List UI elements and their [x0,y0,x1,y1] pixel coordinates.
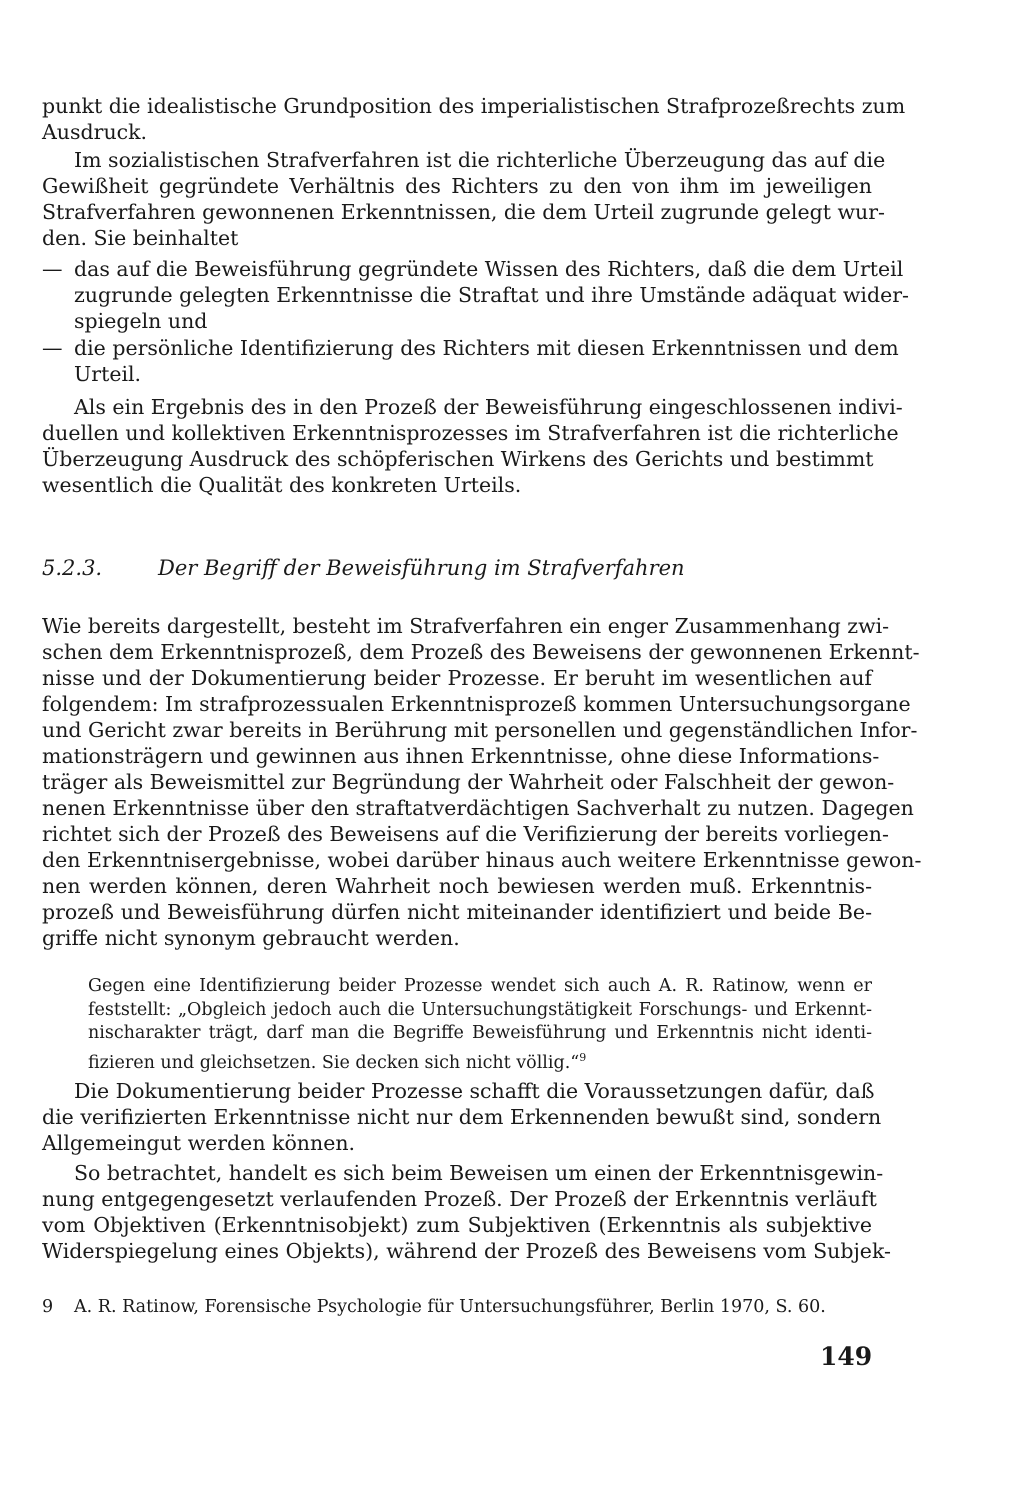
text-line: Gewißheit gegründete Verhältnis des Richters zu den von ihm im jeweiligen [42,174,872,198]
text-line: wesentlich die Qualität des konkreten Urteils. [42,473,522,497]
text-line: Im sozialistischen Strafverfahren ist die richterliche Überzeugung das auf die [74,148,886,172]
section-heading [42,556,872,586]
text-line: So betrachtet, handelt es sich beim Beweisen um einen der Erkenntnisgewin- [74,1161,884,1185]
text-line: Strafverfahren gewonnenen Erkenntnissen, die dem Urteil zugrunde gelegt wur- [42,200,885,224]
text-line: den. Sie beinhaltet [42,226,239,250]
text-line: träger als Beweismittel zur Begründung der Wahrheit oder Falschheit der gewon- [42,770,895,794]
text-line: mationsträgern und gewinnen aus ihnen Erkenntnisse, ohne diese Informations- [42,744,880,768]
text-line: den Erkenntnisergebnisse, wobei darüber hinaus auch weitere Erkenntnisse gewon- [42,848,922,872]
text-line: nen werden können, deren Wahrheit noch bewiesen werden muß. Erkenntnis- [42,874,872,898]
paragraph-dokumentierung [42,1078,882,1156]
bullet-item-line [42,335,899,361]
paragraph-zusammenhang [42,613,922,951]
text-line: nenen Erkenntnisse über den straftatverdächtigen Sachverhalt zu nutzen. Dagegen [42,796,914,820]
intro-paragraph [42,93,906,145]
dash-marker: — [42,257,63,281]
text-line: Überzeugung Ausdruck des schöpferischen Wirkens des Gerichts und bestimmt [42,447,874,471]
text-line: punkt die idealistische Grundposition des imperialistischen Strafprozeßrechts zum [42,94,906,118]
quote-line: feststellt: „Obgleich jedoch auch die Untersuchungstätigkeit Forschungs- und Erkennt- [88,999,872,1020]
text-line: die verifizierten Erkenntnisse nicht nur dem Erkennenden bewußt sind, sondern [42,1105,882,1129]
text-line: Widerspiegelung eines Objekts), während der Prozeß des Beweisens vom Subjek- [42,1239,891,1263]
footnote [42,1295,872,1319]
block-quote [88,975,872,1073]
footnote-text: A. R. Ratinow, Forensische Psychologie für Untersuchungsführer, Berlin 1970, S. 60. [74,1297,826,1317]
bullet-item-line: zugrunde gelegten Erkenntnisse die Straftat und ihre Umstände adäquat wider- [74,283,909,307]
section-title: Der Begriff der Beweisführung im Strafverfahren [158,556,685,580]
text-line: richtet sich der Prozeß des Beweisens auf die Verifizierung der bereits vorliegen- [42,822,889,846]
quote-text: fizieren und gleichsetzen. Sie decken sich nicht völlig.“ [88,1052,580,1073]
dash-marker: — [42,336,63,360]
text-line: die persönliche Identifizierung des Richters mit diesen Erkenntnissen und dem [74,336,899,360]
bullet-item-line: Urteil. [74,362,142,386]
text-line: vom Objektiven (Erkenntnisobjekt) zum Subjektiven (Erkenntnis als subjektive [42,1213,872,1237]
text-line: nisse und der Dokumentierung beider Prozesse. Er beruht im wesentlichen auf [42,666,872,690]
text-line: prozeß und Beweisführung dürfen nicht miteinander identifiziert und beide Be- [42,900,872,924]
text-line: Die Dokumentierung beider Prozesse schafft die Voraussetzungen dafür, daß [74,1079,875,1103]
footnote-reference: 9 [579,1050,587,1064]
page-number: 149 [820,1342,873,1371]
section-number: 5.2.3. [42,556,103,580]
text-line: Wie bereits dargestellt, besteht im Strafverfahren ein enger Zusammenhang zwi- [42,614,890,638]
bullet-list [42,256,909,387]
text-line: griffe nicht synonym gebraucht werden. [42,926,460,950]
text-line: Allgemeingut werden können. [42,1131,356,1155]
quote-line: Gegen eine Identifizierung beider Prozesse wendet sich auch A. R. Ratinow, wenn er [88,976,872,996]
bullet-item-line: spiegeln und [74,309,208,333]
book-page [42,0,922,1506]
bullet-item-line [42,256,904,282]
footnote-number: 9 [42,1297,54,1317]
text-line: und Gericht zwar bereits in Berührung mit personellen und gegenständlichen Infor- [42,718,918,742]
text-line: folgendem: Im strafprozessualen Erkenntnisprozeß kommen Untersuchungsorgane [42,692,911,716]
text-line: nung entgegengesetzt verlaufenden Prozeß. Der Prozeß der Erkenntnis verläuft [42,1187,877,1211]
text-line: schen dem Erkenntnisprozeß, dem Prozeß des Beweisens der gewonnenen Erkennt- [42,640,920,664]
text-line: duellen und kollektiven Erkenntnisprozesses im Strafverfahren ist die richterliche [42,421,899,445]
paragraph-ergebnis [42,394,903,498]
text-line: das auf die Beweisführung gegründete Wissen des Richters, daß die dem Urteil [74,257,904,281]
quote-line [88,1046,872,1073]
paragraph-richterliche-ueberzeugung [42,147,886,251]
text-line: Als ein Ergebnis des in den Prozeß der Beweisführung eingeschlossenen indivi- [74,395,903,419]
quote-line: nischarakter trägt, darf man die Begriffe Beweisführung und Erkenntnis nicht identi- [88,1023,872,1043]
paragraph-betrachtet [42,1160,891,1264]
text-line: Ausdruck. [42,120,148,144]
